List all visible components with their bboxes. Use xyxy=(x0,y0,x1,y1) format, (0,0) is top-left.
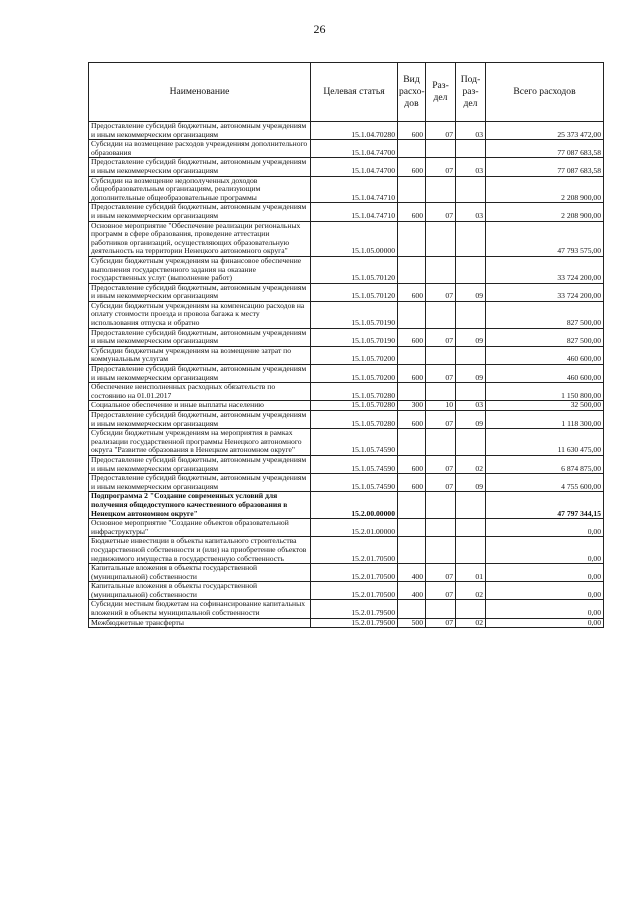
cell-code: 15.1.05.70190 xyxy=(311,301,398,328)
cell-razdel: 07 xyxy=(426,283,456,301)
cell-podrazdel xyxy=(456,492,486,519)
header-vid: Вид расхо-дов xyxy=(398,63,426,122)
table-row xyxy=(89,600,604,618)
header-podrazdel: Под-раз-дел xyxy=(456,63,486,122)
cell-podrazdel: 03 xyxy=(456,158,486,176)
cell-name: Предоставление субсидий бюджетным, автономным учреждениям и иным некоммерческим организациям xyxy=(89,455,311,473)
cell-code: 15.1.04.74700 xyxy=(311,140,398,158)
cell-podrazdel xyxy=(456,346,486,364)
cell-total: 25 373 472,00 xyxy=(486,122,604,140)
cell-vid xyxy=(398,301,426,328)
cell-vid: 600 xyxy=(398,283,426,301)
cell-total: 6 874 875,00 xyxy=(486,455,604,473)
cell-razdel xyxy=(426,221,456,256)
table-row xyxy=(89,429,604,456)
cell-code: 15.1.05.70200 xyxy=(311,346,398,364)
table-row xyxy=(89,203,604,221)
cell-podrazdel xyxy=(456,519,486,537)
cell-name: Субсидии бюджетным учреждениям на мероприятия в рамках реализации государственной программы Ненецкого автономного округа "Развитие образования в Ненецком автономном округе" xyxy=(89,429,311,456)
cell-podrazdel: 09 xyxy=(456,365,486,383)
table-row xyxy=(89,346,604,364)
cell-total: 47 793 575,00 xyxy=(486,221,604,256)
cell-podrazdel: 03 xyxy=(456,122,486,140)
cell-code: 15.2.01.70500 xyxy=(311,564,398,582)
cell-name: Бюджетные инвестиции в объекты капитального строительства государственной собственности и (или) на приобретение объектов недвижимого имущества в государственную собственность xyxy=(89,537,311,564)
table-row xyxy=(89,365,604,383)
cell-razdel xyxy=(426,256,456,283)
cell-razdel: 07 xyxy=(426,203,456,221)
table-row xyxy=(89,301,604,328)
cell-podrazdel: 01 xyxy=(456,564,486,582)
cell-vid: 600 xyxy=(398,365,426,383)
cell-vid xyxy=(398,140,426,158)
cell-vid xyxy=(398,537,426,564)
cell-razdel: 07 xyxy=(426,455,456,473)
cell-razdel xyxy=(426,519,456,537)
cell-total: 2 208 900,00 xyxy=(486,203,604,221)
cell-code: 15.2.01.79500 xyxy=(311,618,398,628)
cell-total: 0,00 xyxy=(486,564,604,582)
cell-code: 15.1.04.74710 xyxy=(311,203,398,221)
cell-total: 1 150 800,00 xyxy=(486,383,604,401)
table-row xyxy=(89,122,604,140)
cell-code: 15.1.05.00000 xyxy=(311,221,398,256)
budget-table xyxy=(88,62,604,628)
header-name: Наименование xyxy=(89,63,311,122)
cell-podrazdel: 03 xyxy=(456,401,486,411)
cell-vid: 600 xyxy=(398,474,426,492)
table-row xyxy=(89,519,604,537)
cell-podrazdel: 09 xyxy=(456,411,486,429)
cell-name: Предоставление субсидий бюджетным, автономным учреждениям и иным некоммерческим организациям xyxy=(89,365,311,383)
cell-total: 32 500,00 xyxy=(486,401,604,411)
cell-vid: 600 xyxy=(398,122,426,140)
cell-name: Основное мероприятие "Обеспечение реализации региональных программ в сфере образования, проведение аттестации работников организаций, осуществляющих образовательную деятельность на территории Ненецкого автономного округа" xyxy=(89,221,311,256)
cell-code: 15.1.05.70280 xyxy=(311,401,398,411)
cell-vid: 600 xyxy=(398,203,426,221)
cell-vid xyxy=(398,346,426,364)
cell-total: 0,00 xyxy=(486,582,604,600)
table-row xyxy=(89,176,604,203)
table-row xyxy=(89,492,604,519)
cell-name: Предоставление субсидий бюджетным, автономным учреждениям и иным некоммерческим организациям xyxy=(89,474,311,492)
table-row xyxy=(89,474,604,492)
cell-code: 15.1.05.70200 xyxy=(311,365,398,383)
cell-name: Субсидии бюджетным учреждениям на возмещение затрат по коммунальным услугам xyxy=(89,346,311,364)
cell-code: 15.1.04.74710 xyxy=(311,176,398,203)
cell-vid xyxy=(398,383,426,401)
table-row xyxy=(89,455,604,473)
cell-name: Субсидии бюджетным учреждениям на компенсацию расходов на оплату стоимости проезда и провоза багажа к месту использования отпуска и обратно xyxy=(89,301,311,328)
cell-vid: 400 xyxy=(398,582,426,600)
cell-name: Субсидии бюджетным учреждениям на финансовое обеспечение выполнения государственного задания на оказание государственных услуг (выполнение работ) xyxy=(89,256,311,283)
table-row xyxy=(89,411,604,429)
cell-name: Основное мероприятие "Создание объектов образовательной инфраструктуры" xyxy=(89,519,311,537)
cell-razdel: 07 xyxy=(426,158,456,176)
cell-name: Подпрограмма 2 "Создание современных условий для получения общедоступного качественного образования в Ненецком автономном округе" xyxy=(89,492,311,519)
cell-total: 47 797 344,15 xyxy=(486,492,604,519)
cell-vid: 600 xyxy=(398,455,426,473)
cell-vid xyxy=(398,429,426,456)
cell-total: 4 755 600,00 xyxy=(486,474,604,492)
cell-razdel xyxy=(426,492,456,519)
table-row xyxy=(89,383,604,401)
cell-total: 2 208 900,00 xyxy=(486,176,604,203)
table-row xyxy=(89,140,604,158)
cell-name: Предоставление субсидий бюджетным, автономным учреждениям и иным некоммерческим организациям xyxy=(89,411,311,429)
table-row xyxy=(89,564,604,582)
cell-code: 15.2.01.70500 xyxy=(311,537,398,564)
cell-code: 15.2.01.79500 xyxy=(311,600,398,618)
cell-total: 77 087 683,58 xyxy=(486,140,604,158)
page-number: 26 xyxy=(313,22,326,36)
table-row xyxy=(89,618,604,628)
cell-vid: 600 xyxy=(398,158,426,176)
table-row xyxy=(89,158,604,176)
cell-podrazdel xyxy=(456,176,486,203)
cell-code: 15.1.05.70120 xyxy=(311,283,398,301)
cell-vid xyxy=(398,176,426,203)
cell-podrazdel xyxy=(456,600,486,618)
cell-total: 0,00 xyxy=(486,519,604,537)
cell-vid xyxy=(398,221,426,256)
cell-vid: 600 xyxy=(398,328,426,346)
table-row xyxy=(89,582,604,600)
cell-name: Предоставление субсидий бюджетным, автономным учреждениям и иным некоммерческим организациям xyxy=(89,203,311,221)
cell-vid xyxy=(398,256,426,283)
cell-vid: 400 xyxy=(398,564,426,582)
table-body xyxy=(89,122,604,628)
cell-name: Межбюджетные трансферты xyxy=(89,618,311,628)
cell-razdel xyxy=(426,346,456,364)
cell-code: 15.2.01.00000 xyxy=(311,519,398,537)
cell-total: 33 724 200,00 xyxy=(486,283,604,301)
cell-podrazdel xyxy=(456,383,486,401)
cell-razdel xyxy=(426,383,456,401)
cell-podrazdel xyxy=(456,537,486,564)
cell-razdel: 10 xyxy=(426,401,456,411)
cell-vid xyxy=(398,492,426,519)
cell-podrazdel: 02 xyxy=(456,618,486,628)
cell-razdel xyxy=(426,429,456,456)
cell-name: Капитальные вложения в объекты государственной (муниципальной) собственности xyxy=(89,564,311,582)
cell-vid xyxy=(398,519,426,537)
cell-vid xyxy=(398,600,426,618)
cell-podrazdel: 09 xyxy=(456,283,486,301)
cell-podrazdel xyxy=(456,221,486,256)
cell-name: Капитальные вложения в объекты государственной (муниципальной) собственности xyxy=(89,582,311,600)
cell-razdel xyxy=(426,301,456,328)
table-row xyxy=(89,256,604,283)
cell-name: Предоставление субсидий бюджетным, автономным учреждениям и иным некоммерческим организациям xyxy=(89,328,311,346)
cell-podrazdel: 03 xyxy=(456,203,486,221)
cell-name: Предоставление субсидий бюджетным, автономным учреждениям и иным некоммерческим организациям xyxy=(89,122,311,140)
cell-razdel: 07 xyxy=(426,411,456,429)
cell-vid: 500 xyxy=(398,618,426,628)
table-row xyxy=(89,283,604,301)
cell-name: Социальное обеспечение и иные выплаты населению xyxy=(89,401,311,411)
cell-total: 827 500,00 xyxy=(486,301,604,328)
cell-name: Субсидии на возмещение недополученных доходов общеобразовательным организациям, реализующим дополнительные общеобразовательные программы xyxy=(89,176,311,203)
cell-vid: 300 xyxy=(398,401,426,411)
cell-code: 15.1.05.74590 xyxy=(311,429,398,456)
cell-total: 827 500,00 xyxy=(486,328,604,346)
cell-code: 15.2.01.70500 xyxy=(311,582,398,600)
cell-total: 460 600,00 xyxy=(486,346,604,364)
table-row xyxy=(89,328,604,346)
cell-total: 33 724 200,00 xyxy=(486,256,604,283)
cell-name: Субсидии на возмещение расходов учреждениям дополнительного образования xyxy=(89,140,311,158)
cell-code: 15.1.04.74700 xyxy=(311,158,398,176)
cell-code: 15.1.05.70280 xyxy=(311,411,398,429)
cell-code: 15.1.05.70190 xyxy=(311,328,398,346)
cell-razdel: 07 xyxy=(426,618,456,628)
cell-code: 15.1.05.70120 xyxy=(311,256,398,283)
cell-total: 1 118 300,00 xyxy=(486,411,604,429)
header-razdel: Раз-дел xyxy=(426,63,456,122)
cell-code: 15.1.05.74590 xyxy=(311,455,398,473)
cell-total: 460 600,00 xyxy=(486,365,604,383)
cell-razdel: 07 xyxy=(426,328,456,346)
header-total: Всего расходов xyxy=(486,63,604,122)
cell-razdel xyxy=(426,537,456,564)
cell-name: Субсидии местным бюджетам на софинансирование капитальных вложений в объекты муниципальной собственности xyxy=(89,600,311,618)
cell-total: 0,00 xyxy=(486,600,604,618)
cell-razdel xyxy=(426,140,456,158)
cell-razdel: 07 xyxy=(426,564,456,582)
cell-razdel: 07 xyxy=(426,474,456,492)
cell-podrazdel: 02 xyxy=(456,582,486,600)
cell-vid: 600 xyxy=(398,411,426,429)
table-header-row xyxy=(89,63,604,122)
cell-name: Предоставление субсидий бюджетным, автономным учреждениям и иным некоммерческим организациям xyxy=(89,283,311,301)
cell-code: 15.1.04.70280 xyxy=(311,122,398,140)
cell-podrazdel: 02 xyxy=(456,455,486,473)
cell-code: 15.1.05.70280 xyxy=(311,383,398,401)
cell-name: Предоставление субсидий бюджетным, автономным учреждениям и иным некоммерческим организациям xyxy=(89,158,311,176)
cell-podrazdel: 09 xyxy=(456,328,486,346)
cell-total: 77 087 683,58 xyxy=(486,158,604,176)
cell-code: 15.2.00.00000 xyxy=(311,492,398,519)
cell-razdel xyxy=(426,176,456,203)
cell-razdel xyxy=(426,600,456,618)
cell-podrazdel: 09 xyxy=(456,474,486,492)
cell-razdel: 07 xyxy=(426,122,456,140)
table-row xyxy=(89,221,604,256)
cell-podrazdel xyxy=(456,301,486,328)
cell-total: 0,00 xyxy=(486,537,604,564)
cell-name: Обеспечение неисполненных расходных обязательств по состоянию на 01.01.2017 xyxy=(89,383,311,401)
cell-razdel: 07 xyxy=(426,582,456,600)
table-row xyxy=(89,537,604,564)
cell-razdel: 07 xyxy=(426,365,456,383)
cell-podrazdel xyxy=(456,256,486,283)
header-code: Целевая статья xyxy=(311,63,398,122)
cell-total: 0,00 xyxy=(486,618,604,628)
cell-total: 11 630 475,00 xyxy=(486,429,604,456)
cell-code: 15.1.05.74590 xyxy=(311,474,398,492)
cell-podrazdel xyxy=(456,140,486,158)
cell-podrazdel xyxy=(456,429,486,456)
